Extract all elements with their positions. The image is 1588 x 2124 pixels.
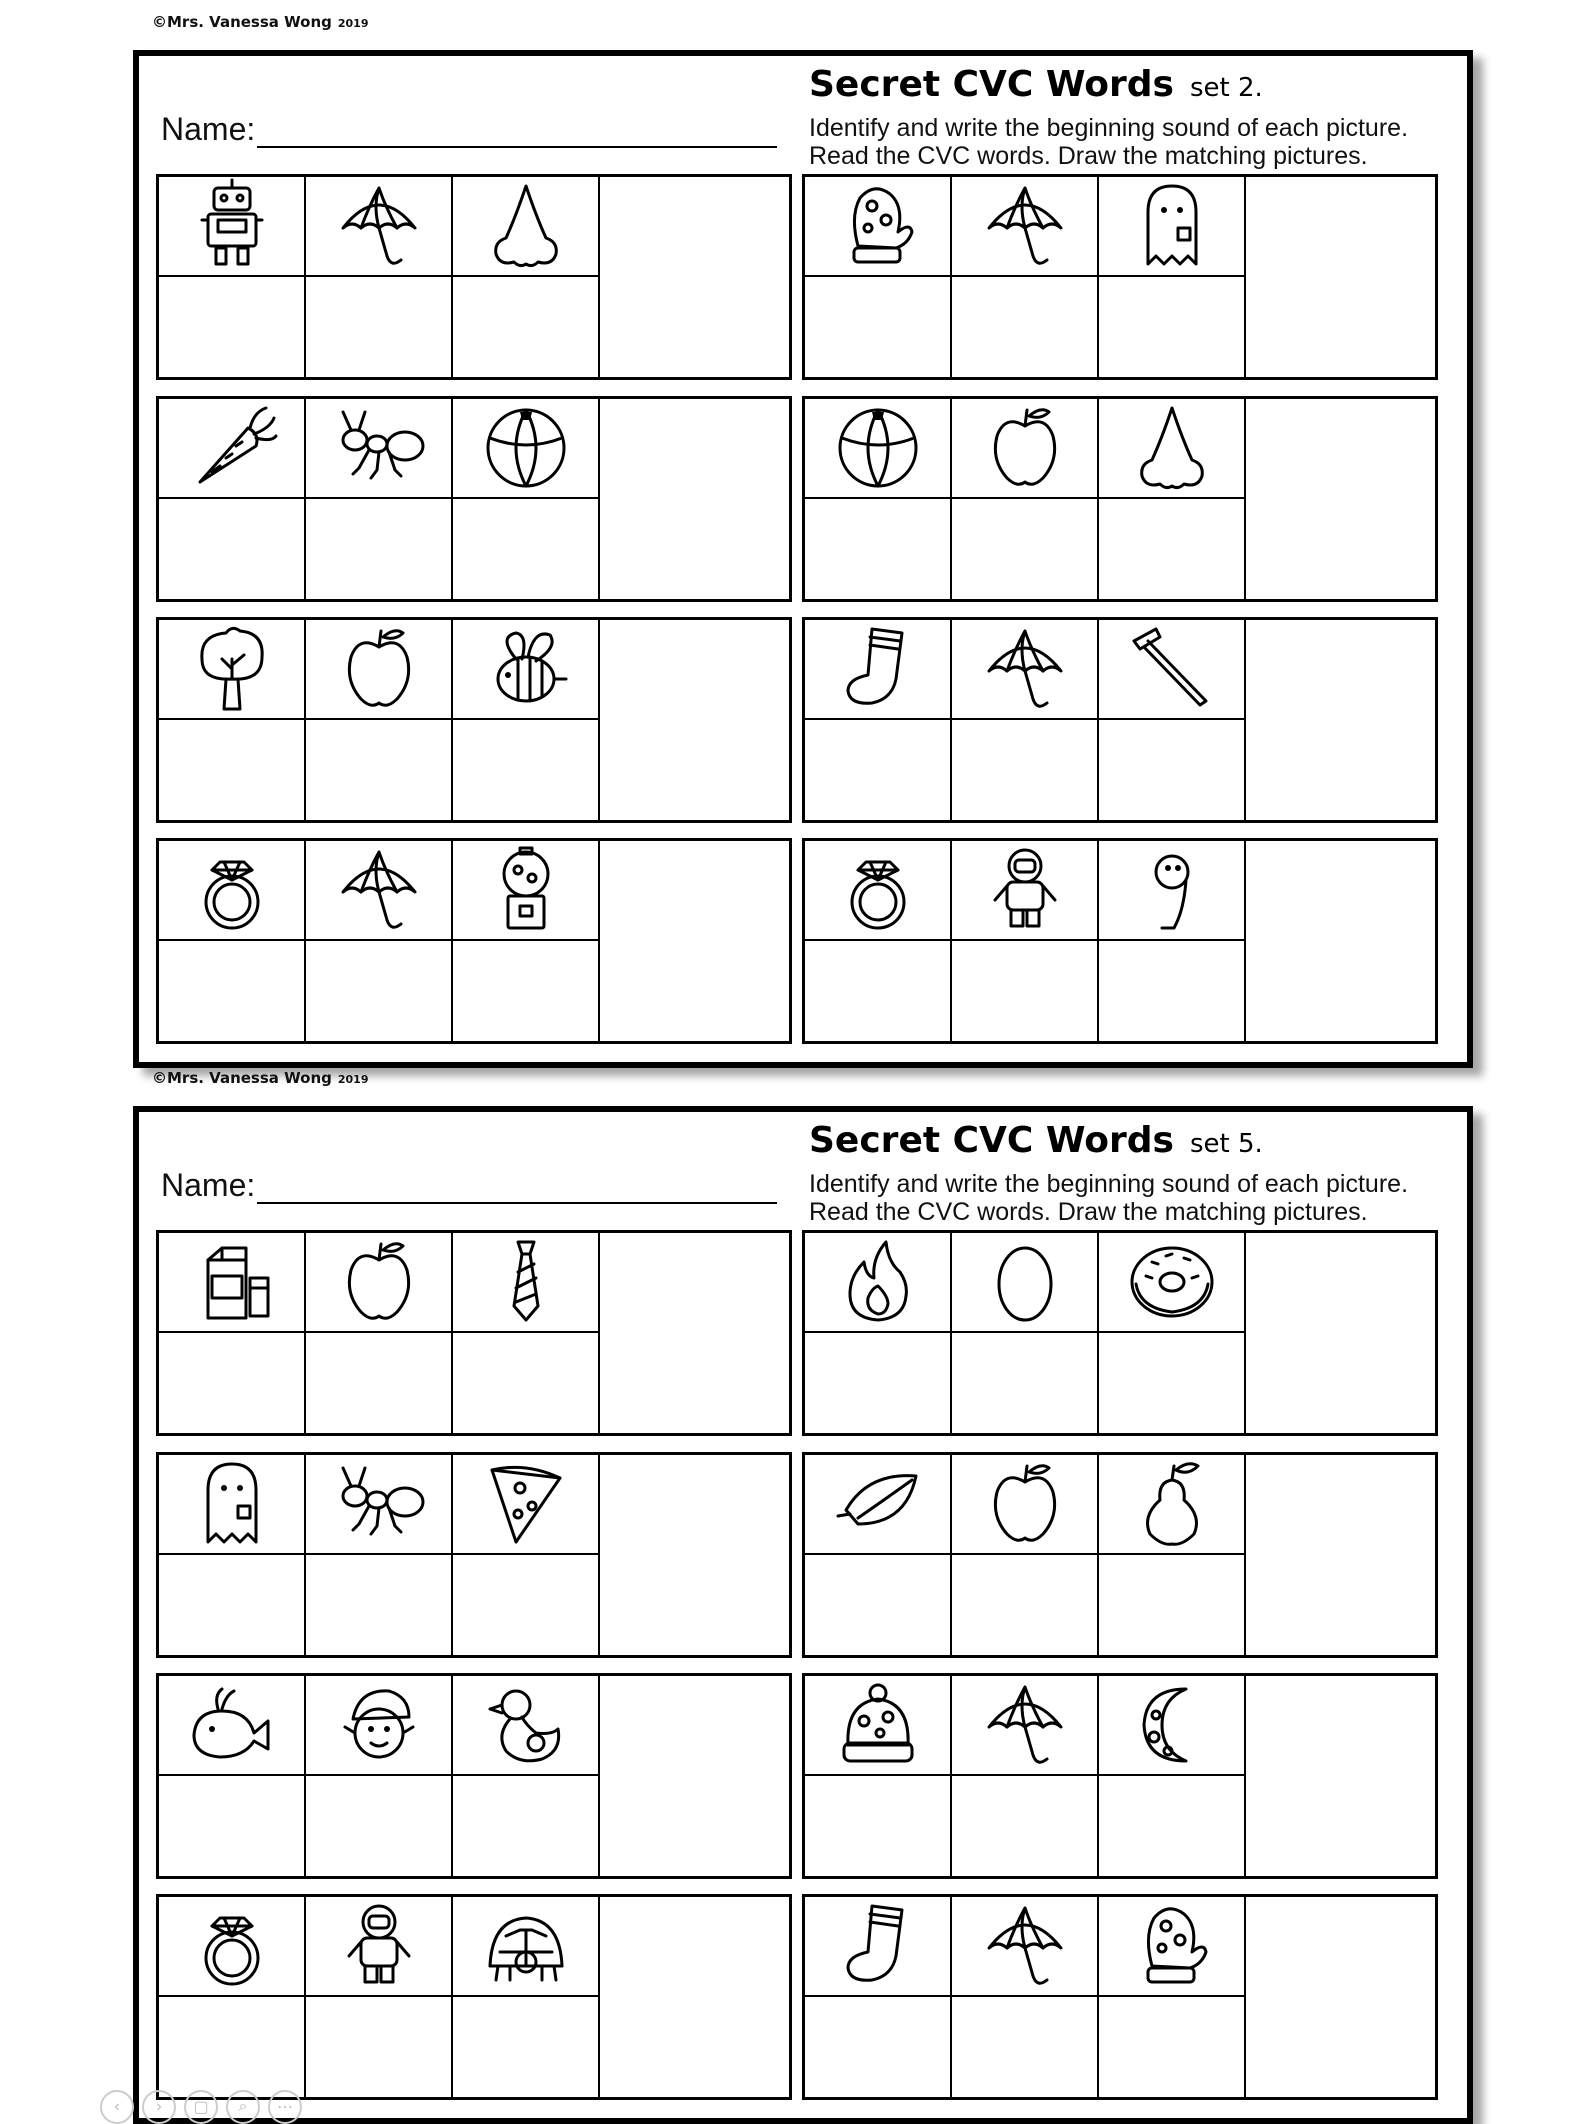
ghost-icon [182,1454,282,1554]
copyright-year: 2019 [337,17,369,30]
drawing-box[interactable] [600,620,789,820]
hat-icon [828,1675,928,1775]
worksheet-title [809,64,1263,105]
word-block [802,838,1438,1044]
set-label: set 5. [1189,1129,1263,1159]
sound-write-box[interactable] [306,1776,453,1876]
copyright [152,13,369,31]
word-block [156,838,792,1044]
picture-cell [952,841,1099,941]
sound-write-box[interactable] [952,941,1099,1041]
picture-cell [453,1897,600,1997]
sound-write-box[interactable] [453,1555,600,1655]
drawing-box[interactable] [1246,1676,1435,1876]
mitten-icon [1122,1896,1222,1996]
nose-icon [1122,398,1222,498]
name-input-line[interactable] [257,108,777,148]
ant-icon [329,1454,429,1554]
name-label: Name: [161,1167,256,1203]
nose-icon [476,176,576,276]
sound-write-box[interactable] [1099,1333,1246,1433]
sound-write-box[interactable] [1099,277,1246,377]
copyright-text: ©Mrs. Vanessa Wong [152,13,332,31]
sound-write-box[interactable] [805,1555,952,1655]
picture-cell [306,1897,453,1997]
elf-icon [329,1675,429,1775]
gumball-machine-icon [476,840,576,940]
turtle-icon [476,1896,576,1996]
word-block [802,1673,1438,1879]
ball-icon [828,398,928,498]
picture-cell [952,620,1099,720]
sound-write-box[interactable] [805,277,952,377]
instruction-line: Identify and write the beginning sound of each picture. [809,114,1409,142]
drawing-box[interactable] [600,841,789,1041]
picture-cell [1099,1455,1246,1555]
sound-write-box[interactable] [952,1997,1099,2097]
picture-cell [453,1676,600,1776]
sound-write-box[interactable] [306,1997,453,2097]
umbrella-icon [975,1896,1075,1996]
word-block [156,1673,792,1879]
sound-write-box[interactable] [159,941,306,1041]
drawing-box[interactable] [1246,399,1435,599]
drawing-box[interactable] [1246,1455,1435,1655]
more-icon[interactable]: ⋯ [268,2090,302,2124]
sock-icon [828,1896,928,1996]
copy-icon[interactable]: ▢ [184,2090,218,2124]
sound-write-box[interactable] [453,1997,600,2097]
carrot-icon [182,398,282,498]
word-block [156,1452,792,1658]
sock-icon [828,619,928,719]
bee-icon [476,619,576,719]
tree-icon [182,619,282,719]
sound-write-box[interactable] [159,1333,306,1433]
ring-icon [828,840,928,940]
drawing-box[interactable] [1246,1897,1435,2097]
sound-write-box[interactable] [306,277,453,377]
instruction-line: Read the CVC words. Draw the matching pictures. [809,1198,1368,1226]
fire-icon [828,1232,928,1332]
instructions [809,1170,1408,1226]
name-field [161,1164,777,1204]
ant-icon [329,398,429,498]
umbrella-icon [329,176,429,276]
ghost-icon [1122,176,1222,276]
sound-write-box[interactable] [453,277,600,377]
sound-write-box[interactable] [306,941,453,1041]
sound-write-box[interactable] [805,1776,952,1876]
picture-cell [805,1233,952,1333]
picture-cell [453,841,600,941]
sound-write-box[interactable] [1099,1776,1246,1876]
egg-icon [975,1232,1075,1332]
sound-write-box[interactable] [1099,941,1246,1041]
drawing-box[interactable] [1246,841,1435,1041]
picture-cell [1099,399,1246,499]
umbrella-icon [975,1675,1075,1775]
sound-write-box[interactable] [159,1555,306,1655]
drawing-box[interactable] [600,1676,789,1876]
picture-cell [159,1676,306,1776]
picture-cell [159,620,306,720]
sound-write-box[interactable] [805,499,952,599]
astronaut-icon [975,840,1075,940]
sound-write-box[interactable] [453,499,600,599]
picture-cell [159,1233,306,1333]
picture-cell [952,177,1099,277]
picture-cell [1099,177,1246,277]
apple-icon [329,1232,429,1332]
picture-cell [805,1676,952,1776]
picture-cell [1099,620,1246,720]
ring-icon [182,1896,282,1996]
drawing-box[interactable] [600,399,789,599]
drawing-box[interactable] [1246,177,1435,377]
sound-write-box[interactable] [952,720,1099,820]
sound-write-box[interactable] [1099,499,1246,599]
instruction-line: Identify and write the beginning sound of each picture. [809,1170,1409,1198]
picture-cell [306,1455,453,1555]
picture-cell [306,620,453,720]
apple-icon [975,1454,1075,1554]
drawing-box[interactable] [600,1455,789,1655]
sound-write-box[interactable] [805,720,952,820]
word-block [802,1452,1438,1658]
picture-cell [453,1455,600,1555]
sound-write-box[interactable] [306,1555,453,1655]
sound-write-box[interactable] [952,277,1099,377]
worksheet [133,50,1473,1068]
word-block [156,396,792,602]
copyright-text: ©Mrs. Vanessa Wong [152,1069,332,1087]
sound-write-box[interactable] [453,720,600,820]
word-block [802,396,1438,602]
sound-write-box[interactable] [306,499,453,599]
picture-cell [805,177,952,277]
picture-cell [1099,841,1246,941]
picture-cell [159,399,306,499]
umbrella-icon [975,176,1075,276]
sound-write-box[interactable] [1099,1555,1246,1655]
back-icon[interactable]: ‹ [100,2090,134,2124]
sound-write-box[interactable] [306,720,453,820]
picture-cell [453,620,600,720]
milk-icon [182,1232,282,1332]
copyright-year: 2019 [337,1073,369,1086]
picture-cell [805,399,952,499]
whale-icon [182,1675,282,1775]
pizza-icon [476,1454,576,1554]
picture-cell [1099,1233,1246,1333]
umbrella-icon [975,619,1075,719]
picture-cell [306,177,453,277]
word-block [802,1230,1438,1436]
picture-cell [805,841,952,941]
picture-cell [306,841,453,941]
play-icon[interactable]: › [142,2090,176,2124]
word-block [156,1230,792,1436]
sound-write-box[interactable] [1099,720,1246,820]
picture-cell [159,1455,306,1555]
picture-cell [1099,1676,1246,1776]
picture-cell [805,1897,952,1997]
picture-cell [952,1897,1099,1997]
picture-cell [805,620,952,720]
title-text: Secret CVC Words [809,1120,1174,1161]
duck-icon [476,1675,576,1775]
donut-icon [1122,1232,1222,1332]
word-block [802,174,1438,380]
picture-cell [453,1233,600,1333]
picture-cell [952,1455,1099,1555]
picture-cell [306,399,453,499]
mitten-icon [828,176,928,276]
word-block [802,1894,1438,2100]
instruction-line: Read the CVC words. Draw the matching pictures. [809,142,1368,170]
sound-write-box[interactable] [952,1776,1099,1876]
title-text: Secret CVC Words [809,64,1174,105]
sound-write-box[interactable] [805,941,952,1041]
astronaut-icon [329,1896,429,1996]
word-block [156,617,792,823]
pear-icon [1122,1454,1222,1554]
drawing-box[interactable] [600,177,789,377]
sound-write-box[interactable] [159,1776,306,1876]
picture-cell [952,399,1099,499]
picture-cell [805,1455,952,1555]
picture-cell [453,399,600,499]
sound-write-box[interactable] [952,499,1099,599]
name-field [161,108,777,148]
umbrella-icon [329,840,429,940]
tie-icon [476,1232,576,1332]
picture-cell [952,1676,1099,1776]
nine-icon [1122,840,1222,940]
sound-write-box[interactable] [159,499,306,599]
sound-write-box[interactable] [453,1333,600,1433]
sound-write-box[interactable] [805,1333,952,1433]
sound-write-box[interactable] [952,1333,1099,1433]
picture-cell [306,1233,453,1333]
apple-icon [329,619,429,719]
sound-write-box[interactable] [1099,1997,1246,2097]
instructions [809,114,1408,170]
nail-icon [1122,619,1222,719]
set-label: set 2. [1189,73,1263,103]
worksheet [133,1106,1473,2124]
apple-icon [975,398,1075,498]
leaf-icon [828,1454,928,1554]
name-label: Name: [161,111,256,147]
sound-write-box[interactable] [159,720,306,820]
drawing-box[interactable] [600,1233,789,1433]
viewer-toolbar [100,2090,302,2124]
picture-cell [159,841,306,941]
word-block [156,1894,792,2100]
copyright [152,1069,369,1087]
zoom-icon[interactable]: ⌕ [226,2090,260,2124]
drawing-box[interactable] [1246,620,1435,820]
word-block [156,174,792,380]
picture-cell [306,1676,453,1776]
picture-cell [1099,1897,1246,1997]
worksheet-title [809,1120,1263,1161]
sound-write-box[interactable] [159,1997,306,2097]
picture-cell [952,1233,1099,1333]
moon-icon [1122,1675,1222,1775]
sound-write-box[interactable] [306,1333,453,1433]
drawing-box[interactable] [1246,1233,1435,1433]
sound-write-box[interactable] [453,1776,600,1876]
picture-cell [159,1897,306,1997]
drawing-box[interactable] [600,1897,789,2097]
name-input-line[interactable] [257,1164,777,1204]
picture-cell [453,177,600,277]
sound-write-box[interactable] [952,1555,1099,1655]
sound-write-box[interactable] [453,941,600,1041]
ball-icon [476,398,576,498]
picture-cell [159,177,306,277]
sound-write-box[interactable] [805,1997,952,2097]
sound-write-box[interactable] [159,277,306,377]
word-block [802,617,1438,823]
robot-icon [182,176,282,276]
ring-icon [182,840,282,940]
